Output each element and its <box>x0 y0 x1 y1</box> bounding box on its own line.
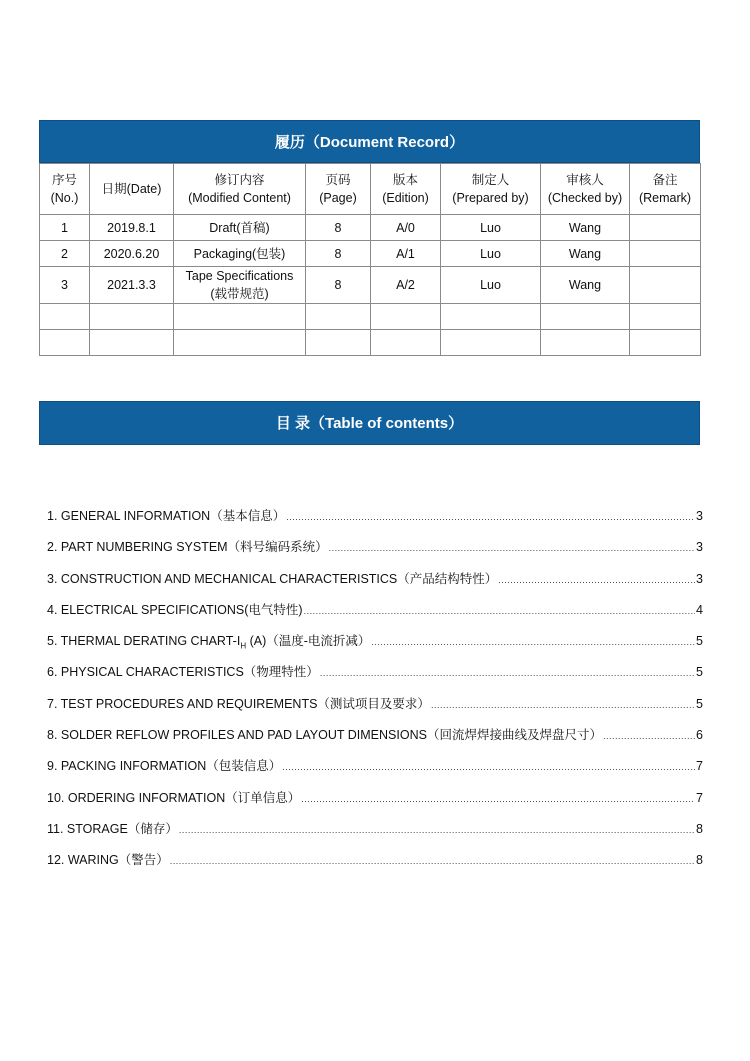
toc-item-page: 7 <box>696 790 703 805</box>
table-row-empty <box>40 330 701 356</box>
header-prepared-by: 制定人 (Prepared by) <box>441 164 541 215</box>
table-header-row <box>40 164 701 215</box>
cell-checked: Wang <box>541 215 630 241</box>
document-record-table <box>39 163 701 356</box>
cell-edition: A/2 <box>371 267 441 304</box>
toc-item[interactable] <box>47 723 703 754</box>
toc-item-text: 2. PART NUMBERING SYSTEM（料号编码系统） <box>47 540 328 555</box>
cell-prepared: Luo <box>441 215 541 241</box>
toc-item-page: 5 <box>696 696 703 711</box>
header-page: 页码 (Page) <box>306 164 371 215</box>
document-record-title: 履历（Document Record） <box>39 120 700 163</box>
toc-item-page: 8 <box>696 821 703 836</box>
toc-item-page: 5 <box>696 665 703 680</box>
toc-item-text: 10. ORDERING INFORMATION（订单信息） <box>47 790 301 805</box>
toc-leader <box>371 630 695 654</box>
toc-leader <box>329 536 695 560</box>
cell-date: 2021.3.3 <box>90 267 174 304</box>
toc-item-page: 6 <box>696 728 703 743</box>
toc-item-text: 1. GENERAL INFORMATION（基本信息） <box>47 509 286 523</box>
toc-leader <box>304 599 695 623</box>
cell-prepared: Luo <box>441 241 541 267</box>
toc-leader <box>286 505 695 529</box>
toc-item[interactable] <box>47 848 703 879</box>
cell-no: 1 <box>40 215 90 241</box>
cell-edition: A/0 <box>371 215 441 241</box>
toc-item[interactable] <box>47 692 703 723</box>
cell-page: 8 <box>306 215 371 241</box>
cell-remark <box>630 267 701 304</box>
toc-item-text: 9. PACKING INFORMATION（包装信息） <box>47 759 282 774</box>
toc-item-text: 7. TEST PROCEDURES AND REQUIREMENTS（测试项目及要求） <box>47 696 430 711</box>
toc-leader <box>301 787 695 811</box>
cell-no: 2 <box>40 241 90 267</box>
toc-item-text: 3. CONSTRUCTION AND MECHANICAL CHARACTERISTICS（产品结构特性） <box>47 571 498 586</box>
header-remark: 备注 (Remark) <box>630 164 701 215</box>
toc-leader <box>603 724 695 748</box>
toc-item-text: 4. ELECTRICAL SPECIFICATIONS(电气特性) <box>47 602 303 617</box>
toc-item-text: 8. SOLDER REFLOW PROFILES AND PAD LAYOUT DIMENSIONS（回流焊焊接曲线及焊盘尺寸） <box>47 728 602 743</box>
toc-item-page: 4 <box>696 602 703 617</box>
header-date: 日期(Date) <box>90 164 174 215</box>
toc-item[interactable] <box>47 786 703 817</box>
toc-item-page: 3 <box>696 509 703 523</box>
cell-no: 3 <box>40 267 90 304</box>
header-modified-content: 修订内容 (Modified Content) <box>174 164 306 215</box>
toc-item-page: 8 <box>696 853 703 868</box>
header-edition: 版本 (Edition) <box>371 164 441 215</box>
cell-content: Tape Specifications (载带规范) <box>174 267 306 304</box>
cell-edition: A/1 <box>371 241 441 267</box>
toc-item-page: 7 <box>696 759 703 774</box>
table-row <box>40 215 701 241</box>
toc-item-text: 11. STORAGE（储存） <box>47 821 178 836</box>
cell-checked: Wang <box>541 267 630 304</box>
table-row-empty <box>40 304 701 330</box>
cell-content: Draft(首稿) <box>174 215 306 241</box>
cell-prepared: Luo <box>441 267 541 304</box>
table-of-contents <box>47 504 703 880</box>
toc-item-text: 6. PHYSICAL CHARACTERISTICS（物理特性） <box>47 665 319 680</box>
cell-remark <box>630 215 701 241</box>
toc-leader <box>170 849 695 873</box>
header-checked-by: 审核人 (Checked by) <box>541 164 630 215</box>
cell-page: 8 <box>306 267 371 304</box>
table-row <box>40 267 701 304</box>
toc-item[interactable] <box>47 598 703 629</box>
toc-item[interactable] <box>47 817 703 848</box>
table-of-contents-title: 目 录（Table of contents） <box>39 401 700 445</box>
toc-item[interactable] <box>47 567 703 598</box>
toc-item-page: 3 <box>696 571 703 586</box>
toc-leader <box>431 693 695 717</box>
toc-leader <box>282 755 695 779</box>
table-row <box>40 241 701 267</box>
toc-item-text: 5. THERMAL DERATING CHART-$I_H$ (A)（温度-电流折减） <box>47 634 371 651</box>
toc-item-text: 12. WARING（警告） <box>47 853 169 868</box>
toc-item[interactable] <box>47 660 703 691</box>
cell-page: 8 <box>306 241 371 267</box>
cell-date: 2019.8.1 <box>90 215 174 241</box>
toc-item[interactable] <box>47 629 703 660</box>
toc-item[interactable] <box>47 504 703 535</box>
toc-leader <box>320 661 695 685</box>
toc-item[interactable] <box>47 754 703 785</box>
cell-date: 2020.6.20 <box>90 241 174 267</box>
toc-item-page: 3 <box>696 540 703 555</box>
toc-item-page: 5 <box>696 634 703 649</box>
toc-leader <box>179 818 695 842</box>
header-no: 序号 (No.) <box>40 164 90 215</box>
cell-remark <box>630 241 701 267</box>
toc-leader <box>498 568 695 592</box>
toc-item[interactable] <box>47 535 703 566</box>
cell-content: Packaging(包装) <box>174 241 306 267</box>
cell-checked: Wang <box>541 241 630 267</box>
